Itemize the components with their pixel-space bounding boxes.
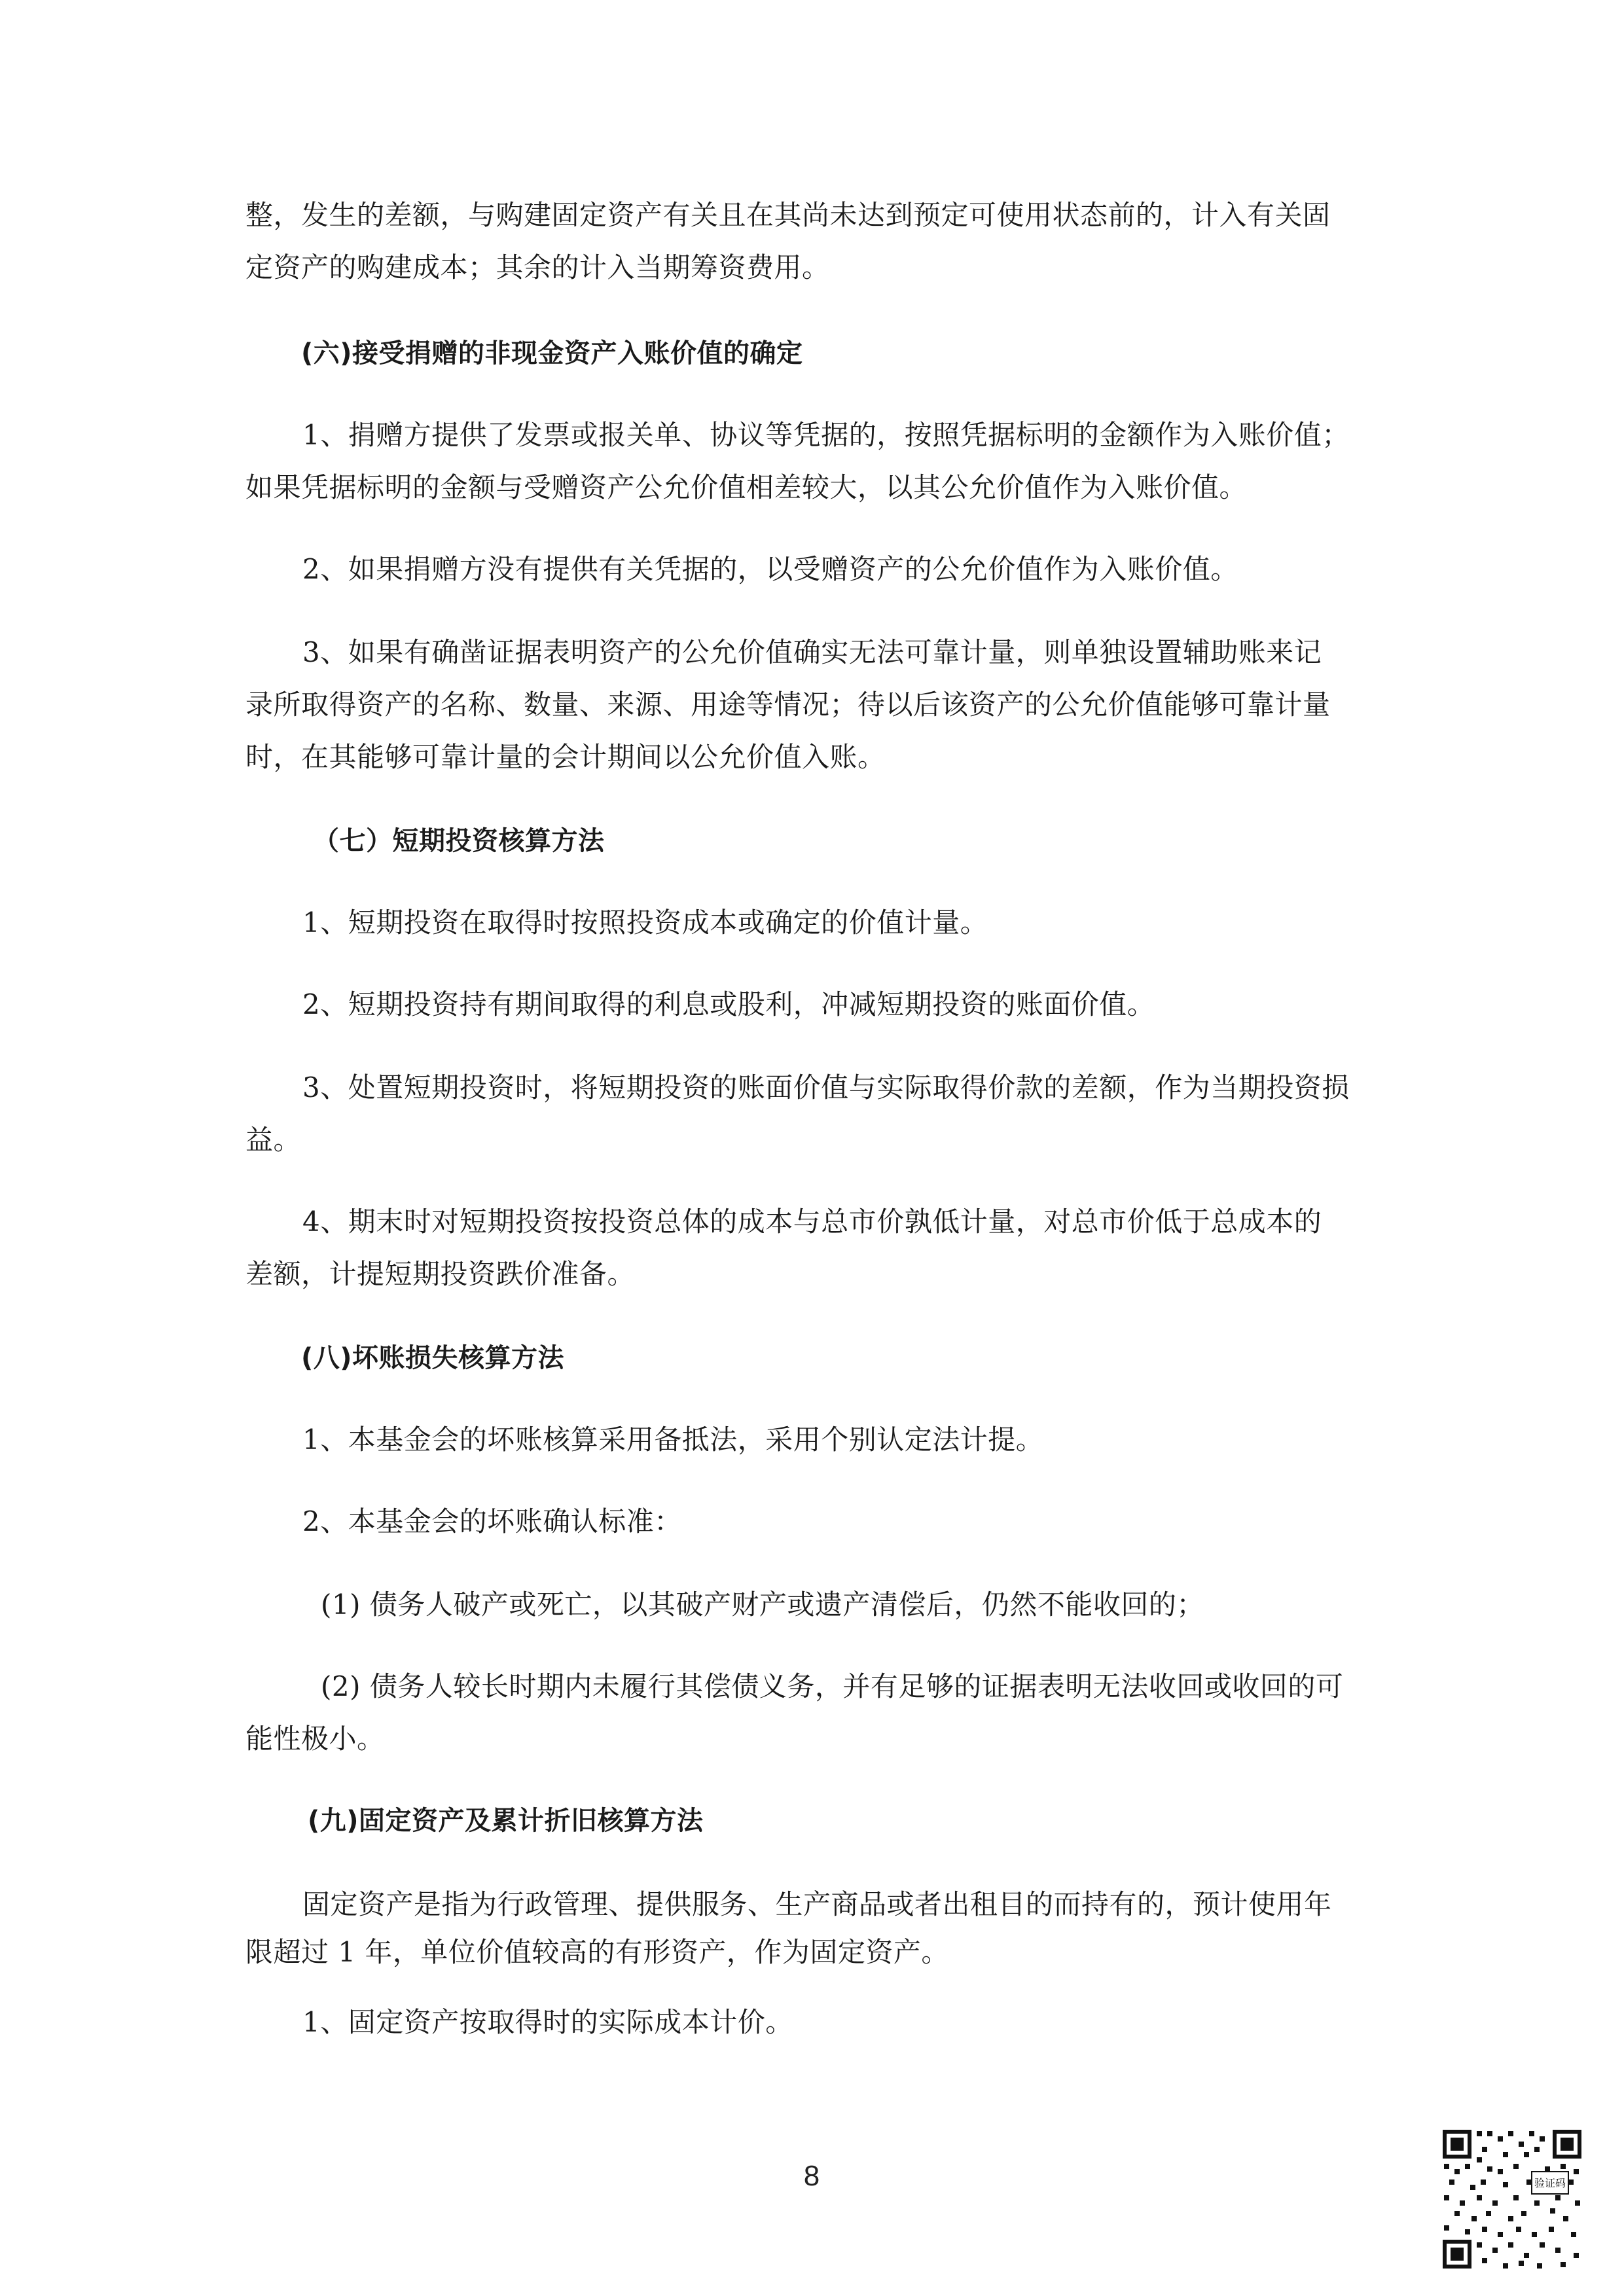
body-text-line: 2、短期投资持有期间取得的利息或股利，冲减短期投资的账面价值。 (302, 988, 1155, 1020)
section-heading-8: (八)坏账损失核算方法 (301, 1343, 565, 1373)
body-text-line: 1、短期投资在取得时按照投资成本或确定的价值计量。 (302, 906, 988, 939)
body-text-line: 3、如果有确凿证据表明资产的公允价值确实无法可靠计量，则单独设置辅助账来记 (302, 636, 1322, 668)
body-text-line: (2) 债务人较长时期内未履行其偿债义务，并有足够的证据表明无法收回或收回的可 (321, 1670, 1344, 1702)
qr-label: 验证码 (1534, 2177, 1566, 2189)
section-heading-6: (六)接受捐赠的非现金资产入账价值的确定 (301, 338, 803, 368)
body-text-line: 整，发生的差额，与购建固定资产有关且在其尚未达到预定可使用状态前的，计入有关固 (245, 199, 1331, 231)
section-heading-9: (九)固定资产及累计折旧核算方法 (308, 1806, 704, 1836)
body-text-line: 时，在其能够可靠计量的会计期间以公允价值入账。 (245, 741, 886, 773)
page-number: 8 (803, 2160, 820, 2192)
verification-qr-code (1440, 2127, 1584, 2271)
body-text-line: 1、本基金会的坏账核算采用备抵法，采用个别认定法计提。 (302, 1424, 1044, 1456)
body-text-line: 能性极小。 (245, 1723, 385, 1755)
body-text-line: 录所取得资产的名称、数量、来源、用途等情况；待以后该资产的公允价值能够可靠计量 (245, 689, 1331, 721)
body-text-line: 2、本基金会的坏账确认标准： (302, 1505, 682, 1537)
body-text-line: 益。 (245, 1124, 302, 1156)
body-text-line: 差额，计提短期投资跌价准备。 (245, 1258, 636, 1290)
body-text-line: 1、固定资产按取得时的实际成本计价。 (302, 2006, 793, 2038)
body-text-line: 如果凭据标明的金额与受赠资产公允价值相差较大，以其公允价值作为入账价值。 (245, 471, 1248, 503)
section-heading-7: （七）短期投资核算方法 (313, 826, 605, 856)
body-text-line: 固定资产是指为行政管理、提供服务、生产商品或者出租目的而持有的，预计使用年 (302, 1888, 1332, 1920)
body-text-line: (1) 债务人破产或死亡，以其破产财产或遗产清偿后，仍然不能收回的； (321, 1588, 1204, 1621)
body-text-line: 4、期末时对短期投资按投资总体的成本与总市价孰低计量，对总市价低于总成本的 (302, 1206, 1322, 1238)
body-text-line: 2、如果捐赠方没有提供有关凭据的，以受赠资产的公允价值作为入账价值。 (302, 553, 1238, 585)
body-text-line: 3、处置短期投资时，将短期投资的账面价值与实际取得价款的差额，作为当期投资损 (302, 1071, 1350, 1103)
body-text-line: 定资产的购建成本；其余的计入当期筹资费用。 (245, 251, 830, 283)
body-text-line: 限超过 1 年，单位价值较高的有形资产，作为固定资产。 (245, 1936, 949, 1968)
body-text-line: 1、捐赠方提供了发票或报关单、协议等凭据的，按照凭据标明的金额作为入账价值； (302, 419, 1350, 451)
